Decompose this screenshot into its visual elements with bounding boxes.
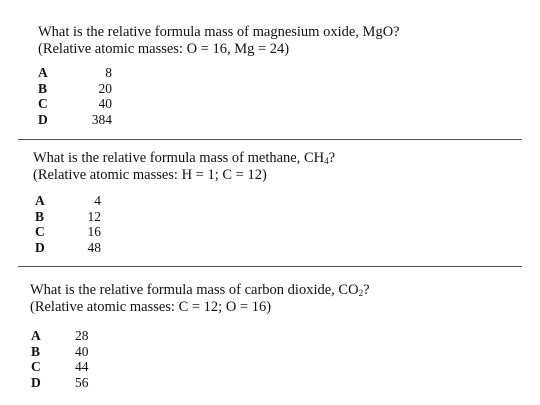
option-a[interactable]	[31, 328, 111, 344]
option-letter: D	[31, 374, 41, 390]
question-3-atomic-masses: (Relative atomic masses: C = 12; O = 16)	[30, 299, 272, 315]
option-value: 16	[87, 224, 101, 239]
option-c[interactable]	[35, 224, 115, 240]
option-value: 48	[87, 239, 101, 255]
option-c[interactable]	[38, 96, 118, 112]
option-c[interactable]	[31, 359, 111, 375]
option-letter: A	[38, 65, 48, 80]
option-b[interactable]	[31, 344, 111, 360]
option-d[interactable]	[35, 240, 115, 256]
option-value: 40	[98, 96, 112, 111]
option-letter: A	[35, 193, 45, 208]
option-letter: D	[38, 111, 48, 127]
option-value: 12	[87, 208, 101, 224]
option-value: 44	[75, 359, 89, 374]
question-2-atomic-masses: (Relative atomic masses: H = 1; C = 12)	[33, 167, 267, 183]
option-letter: D	[35, 239, 45, 255]
option-value: 28	[75, 328, 89, 343]
option-b[interactable]	[38, 81, 118, 97]
option-d[interactable]	[31, 375, 111, 391]
option-d[interactable]	[38, 112, 118, 128]
question-2-stem: What is the relative formula mass of methane, $CH_4$?	[33, 150, 336, 166]
option-letter: A	[31, 328, 41, 343]
question-1-atomic-masses: (Relative atomic masses: O = 16, Mg = 24)	[38, 41, 290, 57]
option-letter: B	[31, 343, 41, 359]
question-1-stem: What is the relative formula mass of magnesium oxide, MgO?	[38, 24, 400, 40]
option-a[interactable]	[35, 193, 115, 209]
option-letter: B	[38, 80, 48, 96]
option-value: 384	[91, 111, 112, 127]
question-1-options	[38, 65, 118, 127]
question-2-options	[35, 193, 115, 255]
option-a[interactable]	[38, 65, 118, 81]
question-divider	[18, 139, 522, 140]
option-value: 4	[94, 193, 101, 208]
question-3-options	[31, 328, 111, 390]
option-value: 56	[75, 374, 89, 390]
option-letter: C	[31, 359, 41, 374]
option-value: 20	[98, 80, 112, 96]
question-divider	[18, 266, 522, 267]
option-value: 40	[75, 343, 89, 359]
option-value: 8	[105, 65, 112, 80]
option-letter: B	[35, 208, 45, 224]
option-letter: C	[38, 96, 48, 111]
option-b[interactable]	[35, 209, 115, 225]
option-letter: C	[35, 224, 45, 239]
question-3-stem: What is the relative formula mass of carbon dioxide, $CO_2$?	[30, 282, 370, 298]
